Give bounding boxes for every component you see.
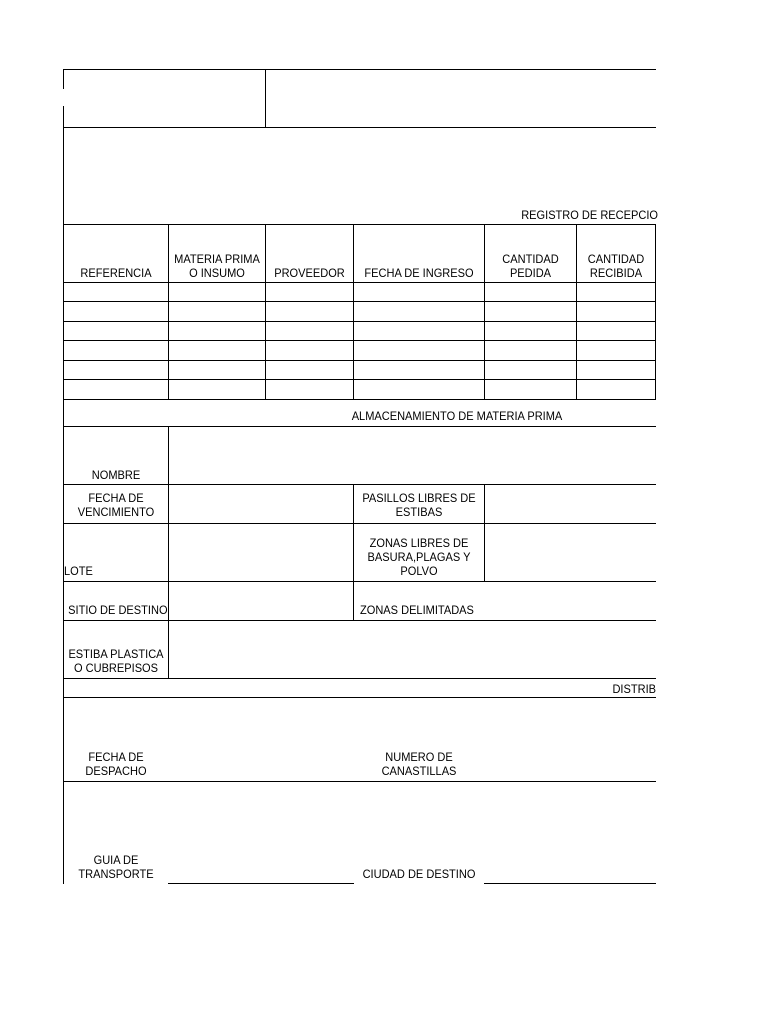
storage-col-line-2 <box>353 484 354 620</box>
reception-col-line-2 <box>265 224 266 399</box>
almacenamiento-title: ALMACENAMIENTO DE MATERIA PRIMA <box>351 409 563 423</box>
distribution-row-line <box>63 781 656 782</box>
storage-row-line <box>63 484 656 485</box>
header-divider <box>265 69 266 128</box>
distribucion-title: DISTRIB <box>612 682 656 696</box>
label-sitio-destino: SITIO DE DESTINO <box>68 603 168 617</box>
header-bottom-border <box>63 127 656 128</box>
label-zonas-delimitadas: ZONAS DELIMITADAS <box>360 603 474 617</box>
reception-row-line <box>63 340 656 341</box>
header-cantidad-pedida: CANTIDAD PEDIDA <box>502 252 559 280</box>
label-fecha-vencimiento: FECHA DE VENCIMIENTO <box>77 491 155 519</box>
reception-col-line-3 <box>353 224 354 399</box>
label-pasillos: PASILLOS LIBRES DE ESTIBAS <box>362 491 476 519</box>
label-zonas-libres: ZONAS LIBRES DE BASURA,PLAGAS Y POLVO <box>367 536 471 578</box>
distribution-section-top <box>63 697 656 698</box>
reception-row-line <box>63 360 656 361</box>
header-top-border <box>63 69 656 70</box>
form-left-border <box>63 106 64 884</box>
reception-row-line <box>63 282 656 283</box>
label-nombre: NOMBRE <box>91 468 141 482</box>
header-materia-prima: MATERIA PRIMA O INSUMO <box>174 252 260 280</box>
ciudad-destino-underline <box>484 883 656 884</box>
label-lote: LOTE <box>64 564 93 578</box>
storage-col-line-1 <box>168 426 169 678</box>
header-left-tick <box>63 69 64 89</box>
reception-col-line-1 <box>168 224 169 399</box>
header-cantidad-recibida: CANTIDAD RECIBIDA <box>587 252 645 280</box>
reception-table-bottom <box>63 399 656 400</box>
storage-section-top <box>63 426 656 427</box>
header-referencia: REFERENCIA <box>80 266 152 280</box>
reception-row-line <box>63 321 656 322</box>
registro-title: REGISTRO DE RECEPCIO <box>521 208 658 222</box>
storage-row-line <box>63 620 656 621</box>
label-estiba: ESTIBA PLASTICA O CUBREPISOS <box>68 647 164 675</box>
storage-row-line <box>63 581 656 582</box>
reception-col-line-6 <box>655 224 656 399</box>
reception-col-line-5 <box>576 224 577 399</box>
label-ciudad-destino: CIUDAD DE DESTINO <box>362 867 476 881</box>
header-fecha-ingreso: FECHA DE INGRESO <box>364 266 474 280</box>
reception-row-line <box>63 379 656 380</box>
reception-col-line-4 <box>484 224 485 399</box>
label-fecha-despacho: FECHA DE DESPACHO <box>85 750 147 778</box>
label-guia-transporte: GUIA DE TRANSPORTE <box>78 853 154 881</box>
storage-row-line <box>63 523 656 524</box>
guia-transporte-underline <box>168 883 354 884</box>
header-proveedor: PROVEEDOR <box>274 266 345 280</box>
storage-col-line-3 <box>484 484 485 581</box>
label-numero-canastillas: NUMERO DE CANASTILLAS <box>381 750 457 778</box>
storage-section-bottom <box>63 678 656 679</box>
reception-table-top <box>63 224 656 225</box>
reception-row-line <box>63 301 656 302</box>
